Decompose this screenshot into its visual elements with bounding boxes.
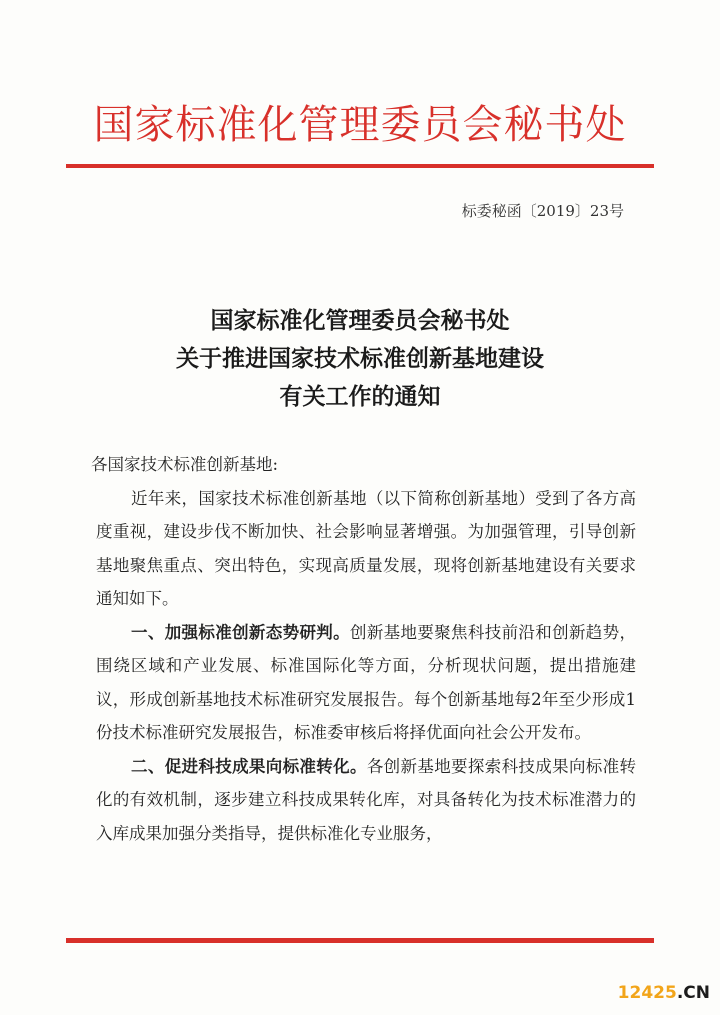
- paragraph-section-1: [96, 616, 636, 750]
- organization-header: 国家标准化管理委员会秘书处: [93, 102, 627, 148]
- document-body: [91, 448, 637, 850]
- paragraph-intro: [96, 482, 636, 616]
- paragraph-section-2: [96, 750, 636, 851]
- paragraph-lead: 一、加强标准创新态势研判。: [131, 622, 350, 642]
- document-number: 标委秘函〔2019〕23号: [461, 202, 624, 220]
- site-watermark: [618, 983, 710, 1003]
- watermark-digits: 12425: [617, 983, 677, 1003]
- title-line-2: 关于推进国家技术标准创新基地建设: [176, 345, 544, 372]
- title-line-3: 有关工作的通知: [279, 383, 441, 410]
- footer-divider: [66, 938, 654, 943]
- title-line-1: 国家标准化管理委员会秘书处: [210, 307, 510, 334]
- paragraph-text: 各创新基地要探索科技成果向标准转化的有效机制，逐步建立科技成果转化库，对具备转化为技术标准潜力的入库成果加强分类指导，提供标准化专业服务，: [96, 756, 637, 843]
- salutation: 各国家技术标准创新基地:: [91, 455, 279, 474]
- document-title: [0, 302, 720, 416]
- paragraph-lead: 二、促进科技成果向标准转化。: [131, 756, 367, 776]
- watermark-suffix: .CN: [676, 983, 710, 1003]
- paragraph-text: 创新基地要聚焦科技前沿和创新趋势，围绕区域和产业发展、标准国际化等方面，分析现状问题，提出措施建议，形成创新基地技术标准研究发展报告。每个创新基地每2年至少形成1份技术标准研究发展报告，标准委审核后将择优面向社会公开发布。: [96, 622, 637, 742]
- header-divider: [66, 164, 654, 168]
- paragraph-text: 近年来，国家技术标准创新基地（以下简称创新基地）受到了各方高度重视，建设步伐不断加快、社会影响显著增强。为加强管理，引导创新基地聚焦重点、突出特色，实现高质量发展，现将创新基地建设有关要求通知如下。: [96, 488, 636, 608]
